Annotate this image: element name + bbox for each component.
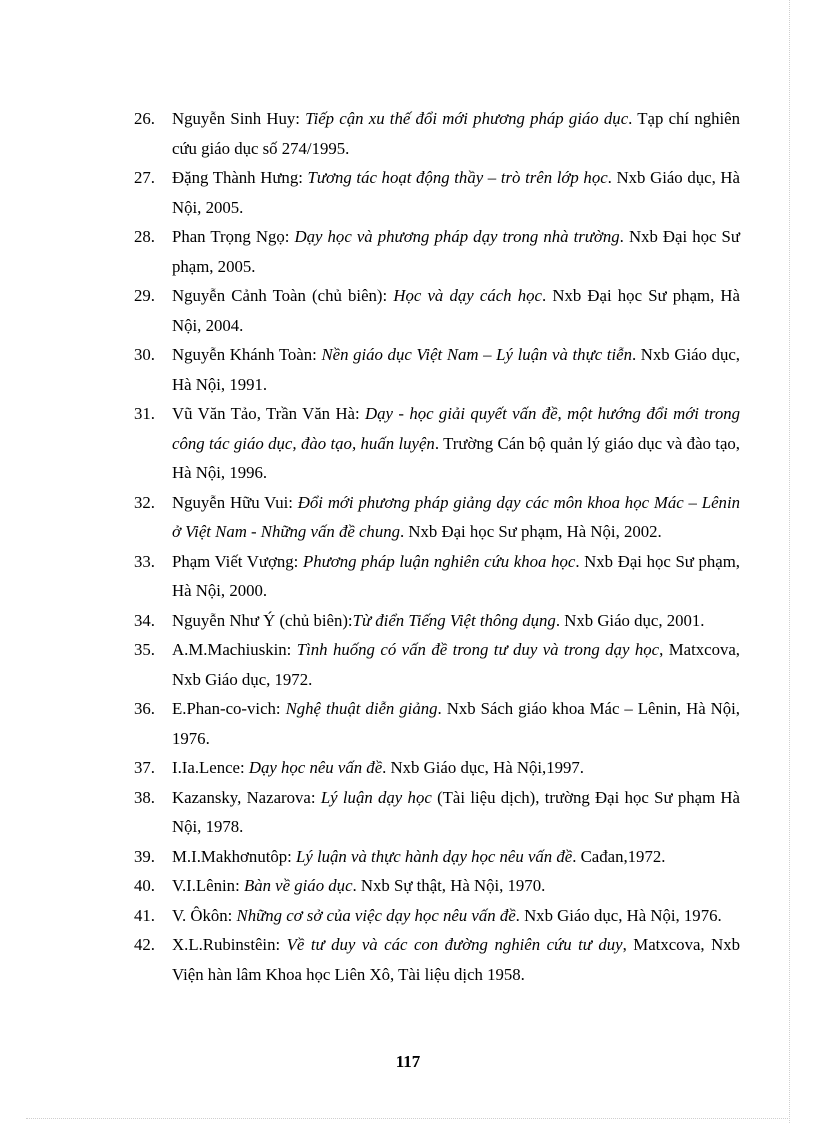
reference-publication: . Nxb Giáo dục, Hà Nội, 1991. (172, 345, 740, 394)
reference-publication: . Nxb Sự thật, Hà Nội, 1970. (352, 876, 546, 895)
reference-text (172, 104, 740, 163)
reference-number: 32. (134, 492, 155, 512)
reference-title: Tình huống có vấn đề trong tư duy và trong dạy học (296, 640, 660, 659)
reference-number: 41. (134, 905, 155, 925)
reference-list (134, 104, 740, 989)
reference-item (134, 606, 740, 636)
reference-number: 36. (134, 699, 155, 718)
reference-title: Dạy học và phương pháp dạy trong nhà trường (294, 227, 620, 246)
reference-title: Lý luận và thực hành dạy học nêu vấn đề (296, 846, 573, 866)
reference-title: Đổi mới phương pháp giảng dạy các môn khoa học Mác – Lênin ở Việt Nam - Những vấn đề chung (172, 492, 740, 541)
page-border-right (789, 0, 790, 1123)
reference-publication: . Nxb Giáo dục, Hà Nội, 2005. (172, 168, 740, 217)
reference-author: X.L.Rubinstêin: (172, 935, 287, 954)
reference-title: Tiếp cận xu thế đổi mới phương pháp giáo dục (305, 109, 629, 128)
reference-item (134, 281, 740, 340)
reference-text (172, 694, 740, 753)
reference-number: 42. (134, 935, 155, 954)
reference-author: V.I.Lênin: (172, 876, 244, 895)
reference-item (134, 753, 740, 783)
reference-item (134, 930, 740, 989)
reference-number: 29. (134, 286, 155, 305)
reference-item (134, 547, 740, 606)
reference-author: Kazansky, Nazarova: (172, 787, 321, 807)
reference-item (134, 871, 740, 901)
reference-item (134, 783, 740, 842)
reference-publication: , Matxcova, Nxb Giáo dục, 1972. (172, 640, 741, 689)
reference-text (172, 488, 740, 547)
reference-text (172, 281, 740, 340)
reference-number: 37. (134, 758, 155, 777)
reference-text (172, 635, 740, 694)
reference-publication: . Nxb Giáo dục, Hà Nội, 1976. (515, 905, 722, 925)
reference-text (172, 399, 740, 488)
reference-publication: . Nxb Đại học Sư phạm, Hà Nội, 2004. (172, 286, 740, 335)
reference-publication: . Nxb Sách giáo khoa Mác – Lênin, Hà Nội, 1976. (172, 699, 741, 748)
reference-item (134, 104, 740, 163)
reference-publication: , Matxcova, Nxb Viện hàn lâm Khoa học Liên Xô, Tài liệu dịch 1958. (172, 935, 740, 984)
reference-number: 28. (134, 227, 155, 246)
reference-item (134, 901, 740, 931)
reference-item (134, 399, 740, 488)
page-border-bottom (26, 1118, 790, 1119)
reference-author: Nguyễn Hữu Vui: (172, 492, 298, 512)
reference-number: 33. (134, 551, 155, 571)
reference-publication: . Cađan,1972. (572, 846, 666, 866)
reference-number: 38. (134, 787, 155, 807)
reference-item (134, 340, 740, 399)
reference-author: V. Ôkôn: (172, 905, 237, 925)
reference-text (172, 783, 740, 842)
reference-author: Phạm Viết Vượng: (172, 551, 303, 571)
reference-text (172, 340, 740, 399)
reference-author: E.Phan-co-vich: (172, 699, 286, 718)
reference-text (172, 753, 740, 783)
reference-item (134, 635, 740, 694)
reference-text (172, 901, 740, 931)
reference-number: 35. (134, 640, 155, 659)
reference-title: Học và dạy cách học (393, 286, 542, 305)
reference-title: Từ điển Tiếng Việt thông dụng (352, 610, 556, 630)
reference-author: I.Ia.Lence: (172, 758, 249, 777)
reference-number: 34. (134, 610, 155, 630)
page-number: 117 (395, 1052, 421, 1071)
reference-text (172, 930, 740, 989)
reference-text (172, 842, 740, 872)
reference-item (134, 222, 740, 281)
reference-publication: . Nxb Giáo dục, 2001. (555, 610, 705, 630)
reference-number: 27. (134, 168, 155, 187)
reference-text (172, 547, 740, 606)
reference-publication: . Nxb Giáo dục, Hà Nội,1997. (382, 758, 584, 777)
reference-publication: . Nxb Đại học Sư phạm, Hà Nội, 2000. (172, 551, 741, 600)
reference-author: Nguyễn Cảnh Toàn (chủ biên): (172, 286, 394, 305)
reference-title: Bàn về giáo dục (243, 876, 353, 895)
reference-title: Những cơ sở của việc dạy học nêu vấn đề (236, 905, 516, 925)
reference-text (172, 871, 740, 901)
reference-title: Dạy - học giải quyết vấn đề, một hướng đổi mới trong công tác giáo dục, đào tạo, huấn luyện (172, 404, 740, 453)
reference-title: Lý luận dạy học (320, 787, 432, 807)
reference-number: 39. (134, 846, 155, 866)
reference-item (134, 488, 740, 547)
reference-author: Nguyễn Sinh Huy: (172, 109, 306, 128)
reference-text (172, 222, 740, 281)
reference-title: Về tư duy và các con đường nghiên cứu tư duy (286, 935, 623, 954)
reference-text (172, 606, 740, 636)
reference-publication: . Trường Cán bộ quản lý giáo dục và đào tạo, Hà Nội, 1996. (172, 433, 740, 482)
reference-text (172, 163, 740, 222)
reference-author: A.M.Machiuskin: (172, 640, 297, 659)
reference-title: Tương tác hoạt động thầy – trò trên lớp học (307, 168, 608, 187)
reference-number: 40. (134, 876, 155, 895)
reference-title: Nghệ thuật diễn giảng (285, 699, 438, 718)
reference-author: Phan Trọng Ngọ: (172, 227, 295, 246)
reference-author: M.I.Makhơnutôp: (172, 846, 297, 866)
reference-author: Nguyễn Như Ý (chủ biên): (172, 610, 353, 630)
reference-author: Nguyễn Khánh Toàn: (172, 345, 322, 364)
reference-number: 31. (134, 404, 155, 423)
reference-author: Đặng Thành Hưng: (172, 168, 308, 187)
reference-publication: (Tài liệu dịch), trường Đại học Sư phạm Hà Nội, 1978. (172, 787, 740, 836)
reference-number: 30. (134, 345, 155, 364)
reference-title: Phương pháp luận nghiên cứu khoa học (302, 551, 576, 571)
reference-item (134, 163, 740, 222)
reference-title: Nền giáo dục Việt Nam – Lý luận và thực tiễn (321, 345, 632, 364)
reference-publication: . Tạp chí nghiên cứu giáo dục số 274/1995. (172, 109, 740, 158)
reference-publication: . Nxb Đại học Sư phạm, 2005. (172, 227, 740, 276)
reference-item (134, 842, 740, 872)
reference-author: Vũ Văn Tảo, Trần Văn Hà: (172, 404, 366, 423)
reference-title: Dạy học nêu vấn đề (248, 758, 383, 777)
reference-number: 26. (134, 109, 155, 128)
reference-item (134, 694, 740, 753)
reference-publication: . Nxb Đại học Sư phạm, Hà Nội, 2002. (400, 522, 662, 541)
